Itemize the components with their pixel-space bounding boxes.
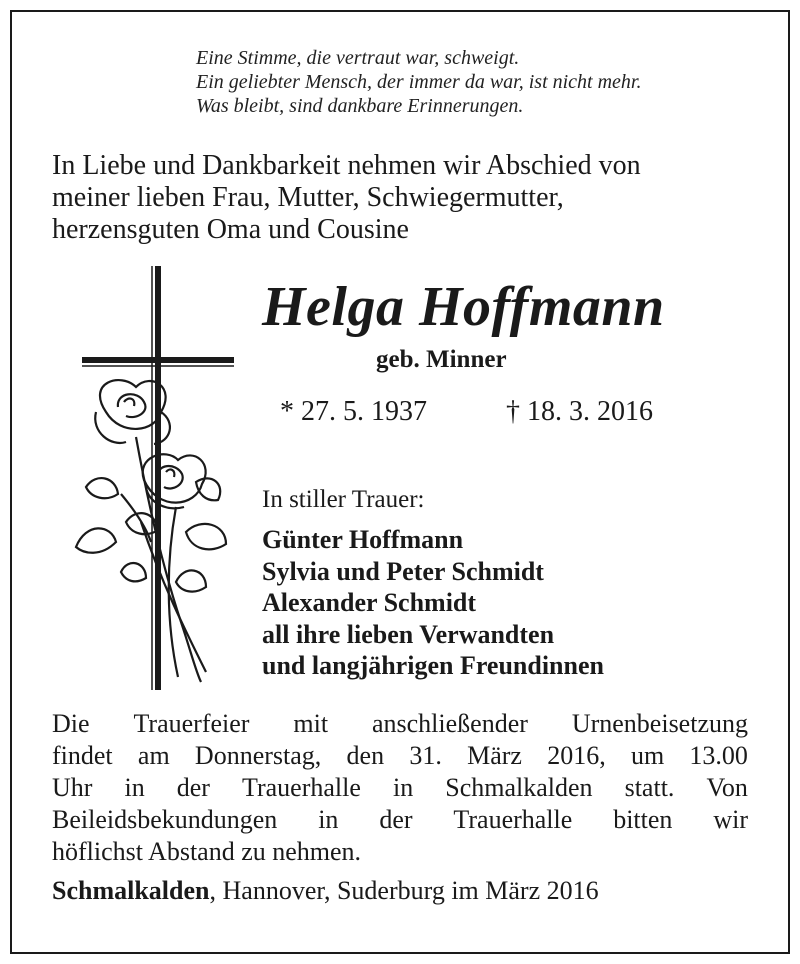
mourners-label: In stiller Trauer: <box>262 486 425 513</box>
deceased-name: Helga Hoffmann <box>262 276 665 338</box>
birth-date: * 27. 5. 1937 <box>280 396 427 427</box>
service-word: anschließender <box>371 709 528 738</box>
service-line <box>52 740 748 772</box>
service-word: Uhr <box>52 773 93 802</box>
service-word: mit <box>293 709 329 738</box>
service-word: statt. <box>624 773 675 802</box>
service-word: Donnerstag, <box>194 741 322 770</box>
service-word: 2016, <box>547 741 606 770</box>
death-date: † 18. 3. 2016 <box>506 396 653 427</box>
service-word: Urnenbeisetzung <box>571 709 748 738</box>
service-line <box>52 708 748 740</box>
service-word: den <box>346 741 385 770</box>
intro-line: herzensguten Oma und Cousine <box>52 214 409 245</box>
place-town: Schmalkalden <box>52 876 210 905</box>
service-word: Von <box>706 773 748 802</box>
leaves-icon <box>76 478 226 591</box>
mourners-list <box>262 524 604 682</box>
mourner-name: Sylvia und Peter Schmidt <box>262 556 544 586</box>
service-word: bitten <box>613 805 673 834</box>
service-word: in <box>318 805 339 834</box>
cross-and-roses-illustration <box>66 262 246 692</box>
service-line: höflichst Abstand zu nehmen. <box>52 837 362 866</box>
service-word: der <box>176 773 210 802</box>
service-word: 13.00 <box>689 741 748 770</box>
birth-name: geb. Minner <box>376 346 507 373</box>
service-word: der <box>379 805 413 834</box>
mourner-name: Günter Hoffmann <box>262 525 464 554</box>
mourner-name: Alexander Schmidt <box>262 588 477 617</box>
service-word: um <box>630 741 665 770</box>
poem-line: Ein geliebter Mensch, der immer da war, ist nicht mehr. <box>196 71 642 93</box>
service-word: in <box>124 773 145 802</box>
service-word: in <box>392 773 414 802</box>
service-line <box>52 772 748 804</box>
service-word: findet <box>52 741 113 770</box>
service-word: Trauerhalle <box>242 773 361 802</box>
poem-line: Was bleibt, sind dankbare Erinnerungen. <box>196 95 524 117</box>
intro-line: In Liebe und Dankbarkeit nehmen wir Abschied von <box>52 150 641 181</box>
service-word: Trauerfeier <box>133 709 250 738</box>
service-word: Schmalkalden <box>445 773 593 802</box>
service-word: Trauerhalle <box>453 805 573 834</box>
service-word: Beileidsbekundungen <box>52 805 278 834</box>
service-word: Die <box>52 709 90 738</box>
service-word: 31. <box>409 741 442 770</box>
service-word: am <box>137 741 170 770</box>
place-and-date <box>52 876 599 906</box>
service-announcement <box>52 708 748 868</box>
mourner-name: und langjährigen Freundinnen <box>262 651 604 680</box>
place-rest: , Hannover, Suderburg im März 2016 <box>209 876 599 905</box>
poem <box>196 46 642 118</box>
mourner-name: all ihre lieben Verwandten <box>262 619 555 649</box>
intro-text <box>52 150 641 246</box>
intro-line: meiner lieben Frau, Mutter, Schwiegermutter, <box>52 182 564 213</box>
service-word: März <box>467 741 522 770</box>
service-line <box>52 804 748 836</box>
service-word: wir <box>713 805 748 834</box>
stems-icon <box>121 437 206 682</box>
poem-line: Eine Stimme, die vertraut war, schweigt. <box>196 47 520 69</box>
